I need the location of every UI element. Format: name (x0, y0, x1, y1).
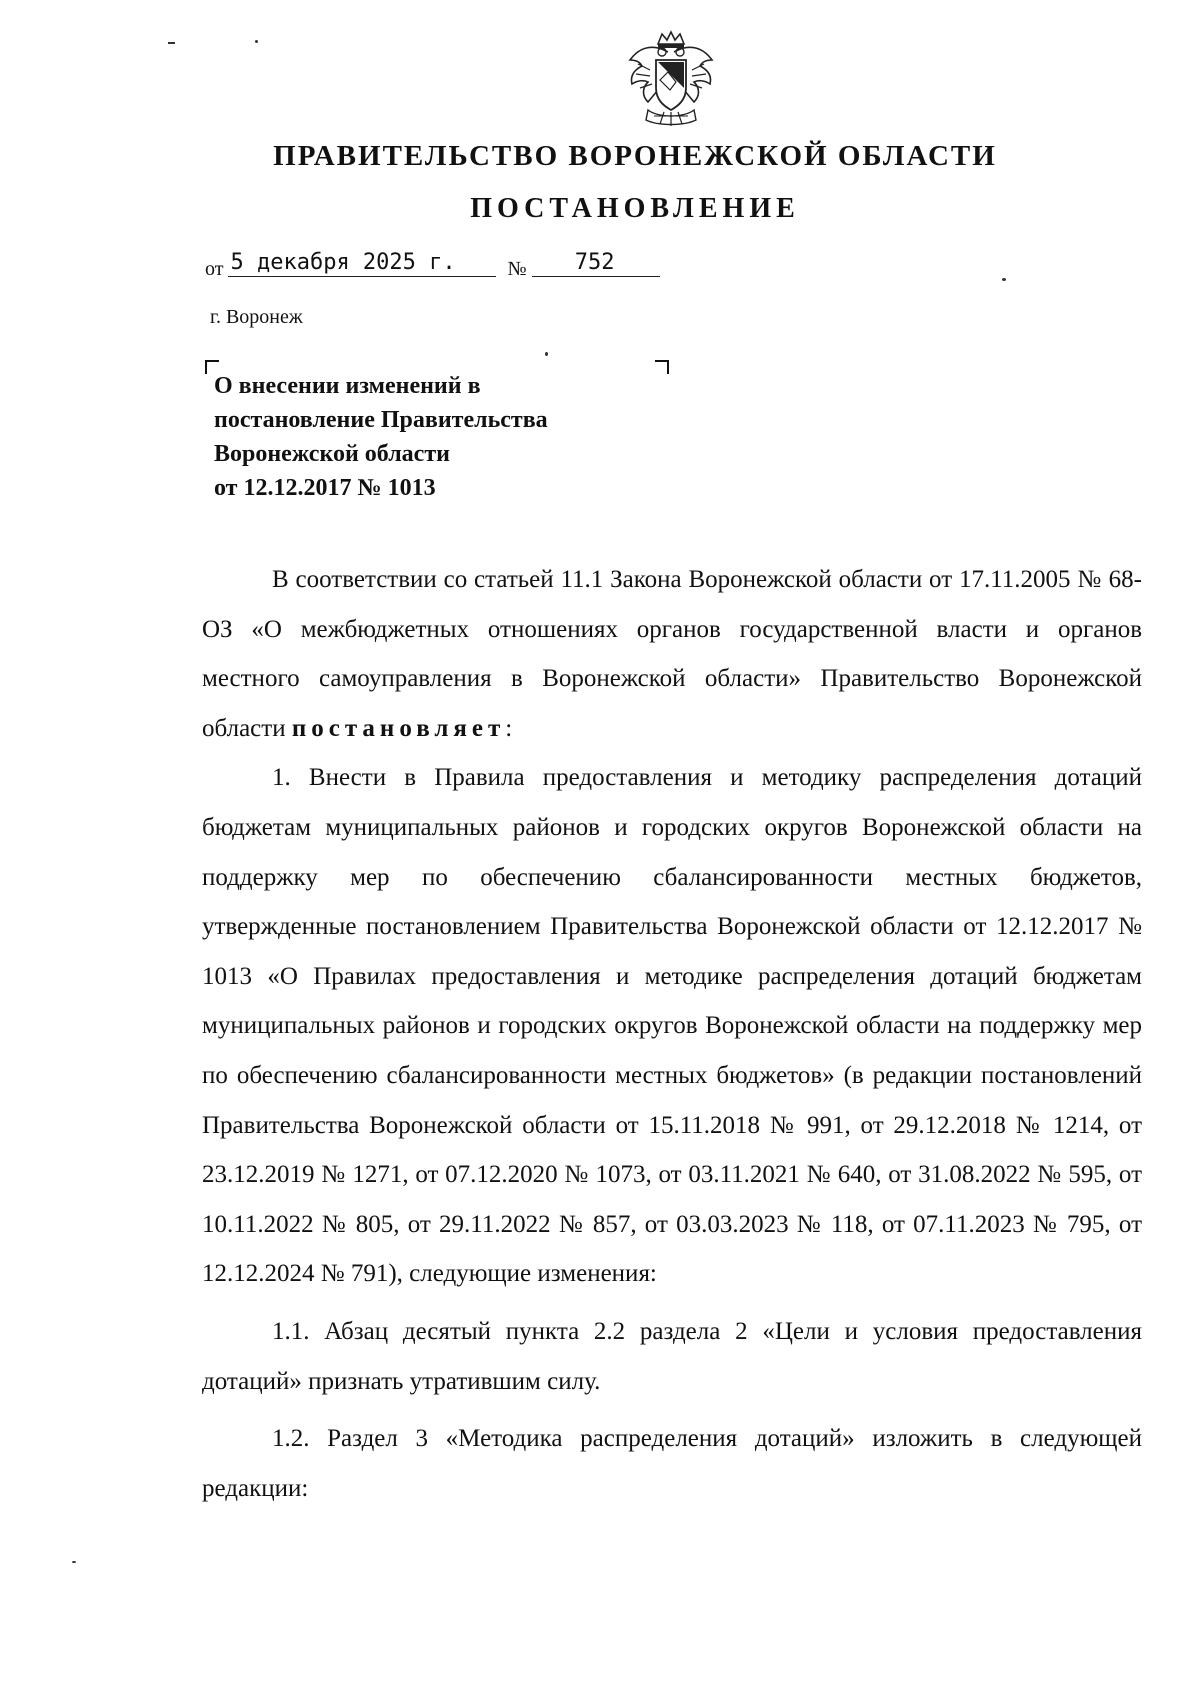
scan-speck (168, 42, 175, 44)
preamble-verb: постановляет (291, 714, 506, 742)
scan-speck (1002, 278, 1006, 281)
coat-of-arms-emblem (618, 30, 724, 130)
item-1-2-paragraph: 1.2. Раздел 3 «Методика распределения дотаций» изложить в следующей редакции: (202, 1425, 1142, 1502)
preamble-paragraph (202, 555, 1142, 753)
subject-line: постановление Правительства (214, 407, 548, 433)
subject-bracket-right (655, 360, 669, 374)
preamble-text: В соответствии со статьей 11.1 Закона Воронежской области от 17.11.2005 № 68-ОЗ «О межбюджетных отношениях органов государственной власти и органов местного самоуправления в Воронежской области» Правительство Воронежской области (202, 566, 1142, 742)
date-number-line (205, 250, 660, 283)
number-label: № (507, 258, 527, 280)
document-date: 5 декабря 2025 г. (228, 250, 496, 277)
document-subject (214, 369, 548, 505)
subject-line: О внесении изменений в (214, 373, 481, 399)
document-body (202, 555, 1142, 1513)
preamble-end: : (505, 714, 513, 742)
item-1-paragraph: 1. Внести в Правила предоставления и методику распределения дотаций бюджетам муниципальных районов и городских округов Воронежской области на поддержку мер по обеспечению сбалансированности местных бюджетов, утвержденные постановлением Правительства Воронежской области от 12.12.2017 № 1013 «О Правилах предоставления и методике распределения дотаций бюджетам муниципальных районов и городских округов Воронежской области на поддержку мер по обеспечению сбалансированности местных бюджетов» (в редакции постановлений Правительства Воронежской области от 15.11.2018 № 991, от 29.12.2018 № 1214, от 23.12.2019 № 1271, от 07.12.2020 № 1073, от 03.11.2021 № 640, от 31.08.2022 № 595, от 10.11.2022 № 805, от 29.11.2022 № 857, от 03.03.2023 № 118, от 07.11.2023 № 795, от 12.12.2024 № 791), следующие изменения: (202, 764, 1142, 1288)
government-title: ПРАВИТЕЛЬСТВО ВОРОНЕЖСКОЙ ОБЛАСТИ (273, 140, 997, 172)
item-1-1-paragraph: 1.1. Абзац десятый пункта 2.2 раздела 2 «Цели и условия предоставления дотаций» признать утратившим силу. (202, 1317, 1142, 1395)
city-name: г. Воронеж (210, 306, 303, 328)
document-type-title: ПОСТАНОВЛЕНИЕ (470, 193, 800, 224)
subject-line: от 12.12.2017 № 1013 (214, 475, 436, 501)
from-label: от (205, 258, 224, 280)
subject-line: Воронежской области (214, 441, 450, 467)
document-number: 752 (532, 250, 660, 277)
scan-speck (545, 352, 548, 356)
scan-speck (255, 40, 258, 43)
scan-speck (72, 1561, 76, 1563)
